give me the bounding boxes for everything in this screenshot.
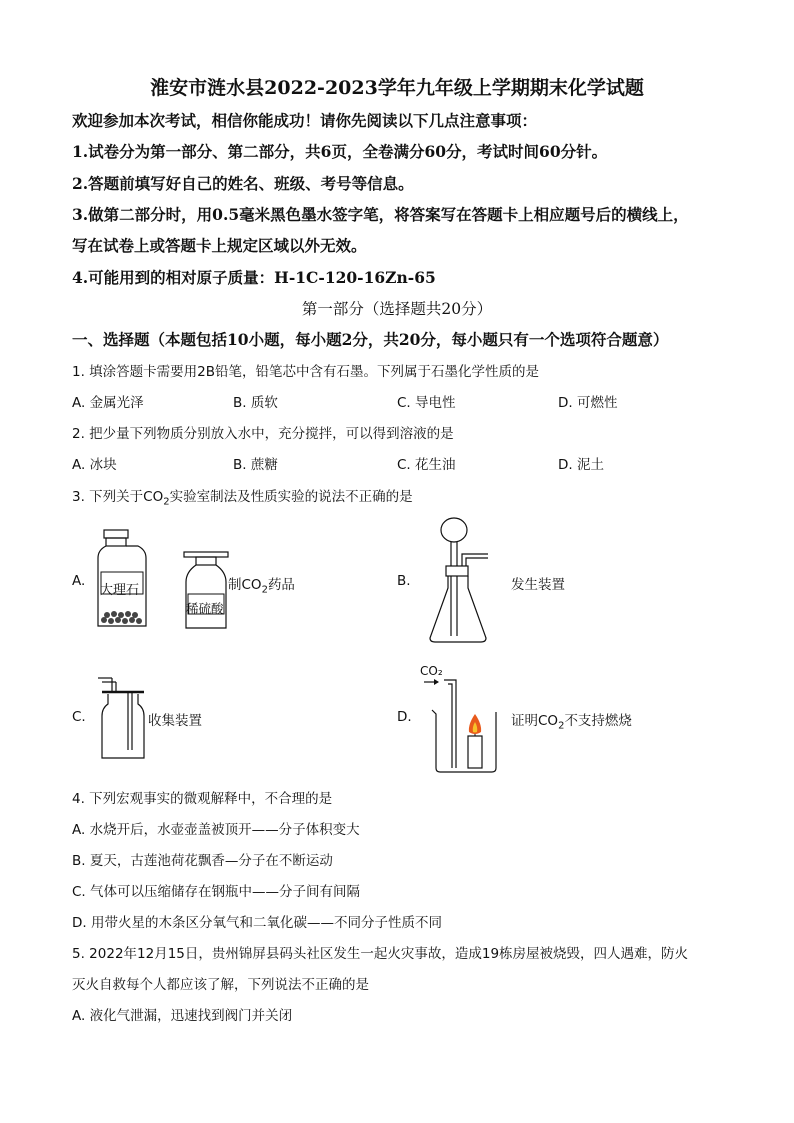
q1-option-a: A. 金属光泽: [72, 395, 144, 411]
gas-collector-figure: [94, 672, 150, 762]
q4-option-d: D. 用带火星的木条区分氧气和二氧化碳——不同分子性质不同: [72, 915, 442, 931]
q3-a-caption: [228, 573, 295, 596]
gas-generator-figure: [426, 514, 506, 646]
q3-d-caption-post: 不支持燃烧: [564, 713, 632, 729]
q3-c-letter: C.: [72, 709, 86, 725]
funnel-flask-icon: [430, 518, 488, 642]
q4-option-c: C. 气体可以压缩储存在钢瓶中——分子间有间隔: [72, 884, 361, 900]
q1-option-d: D. 可燃性: [558, 395, 618, 411]
q4-option-b: B. 夏天，古莲池荷花飘香—分子在不断运动: [72, 853, 333, 869]
q2-option-d: D. 泥土: [558, 457, 604, 473]
q5-stem-line1: 5. 2022年12月15日，贵州锦屏县码头社区发生一起火灾事故，造成19栋房屋被烧毁，四人遇难，防火: [72, 946, 689, 962]
q3-c-caption: 收集装置: [148, 713, 202, 729]
q3-d-letter: D.: [397, 709, 412, 725]
section-heading: 一、选择题（本题包括10小题，每小题2分，共20分，每小题只有一个选项符合题意）: [72, 330, 669, 349]
beaker-candle-icon: [432, 680, 496, 772]
q2-option-b: B. 蔗糖: [233, 457, 278, 473]
q3-stem-post: 实验室制法及性质实验的说法不正确的是: [169, 489, 413, 505]
q3-stem: [72, 485, 413, 508]
q3-b-caption: 发生装置: [511, 577, 565, 593]
q4-option-a: A. 水烧开后，水壶壶盖被顶开——分子体积变大: [72, 822, 360, 838]
q1-stem: 1. 填涂答题卡需要用2B铅笔，铅笔芯中含有石墨。下列属于石墨化学性质的是: [72, 364, 540, 380]
q3-a-caption-post: 药品: [267, 577, 295, 593]
q3-d-caption-sub: 2: [558, 720, 565, 732]
q3-a-caption-sub: 2: [261, 584, 268, 596]
q5-stem-line2: 灭火自救每个人都应该了解，下列说法不正确的是: [72, 977, 369, 993]
q3-stem-sub: 2: [163, 496, 170, 508]
q3-d-caption-pre: 证明CO: [511, 713, 559, 729]
marble-jar-icon: [98, 530, 146, 626]
marble-label: 大理石: [100, 583, 140, 598]
q2-stem: 2. 把少量下列物质分别放入水中，充分搅拌，可以得到溶液的是: [72, 426, 454, 442]
arrow-right-icon: [424, 679, 439, 685]
collection-bottle-icon: [98, 678, 144, 758]
q3-a-caption-pre: 制CO: [228, 577, 262, 593]
co2-gas-label: CO₂: [420, 664, 443, 678]
q2-option-c: C. 花生油: [397, 457, 456, 473]
page-title: 淮安市涟水县2022-2023学年九年级上学期期末化学试题: [150, 77, 644, 99]
note-4: 4.可能用到的相对原子质量：H-1C-120-16Zn-65: [72, 268, 436, 287]
part1-heading: 第一部分（选择题共20分）: [301, 300, 493, 318]
q3-b-letter: B.: [397, 573, 411, 589]
note-2: 2.答题前填写好自己的姓名、班级、考号等信息。: [72, 174, 414, 193]
q3-d-caption: [511, 709, 632, 732]
acid-label: 稀硫酸: [186, 601, 224, 616]
q4-stem: 4. 下列宏观事实的微观解释中，不合理的是: [72, 791, 333, 807]
note-1: 1.试卷分为第一部分、第二部分，共6页，全卷满分60分，考试时间60分针。: [72, 142, 608, 161]
candle-beaker-figure: [420, 676, 510, 774]
note-3: 3.做第二部分时，用0.5毫米黑色墨水签字笔，将答案写在答题卡上相应题号后的横线上，: [72, 205, 689, 224]
q1-option-c: C. 导电性: [397, 395, 456, 411]
note-3-cont: 写在试卷上或答题卡上规定区域以外无效。: [72, 236, 367, 255]
q5-option-a: A. 液化气泄漏，迅速找到阀门并关闭: [72, 1008, 293, 1024]
q3-stem-pre: 3. 下列关于CO: [72, 489, 164, 505]
q2-option-a: A. 冰块: [72, 457, 117, 473]
q3-a-letter: A.: [72, 573, 86, 589]
intro-greeting: 欢迎参加本次考试，相信你能成功！请你先阅读以下几点注意事项：: [72, 111, 538, 130]
q1-option-b: B. 质软: [233, 395, 278, 411]
